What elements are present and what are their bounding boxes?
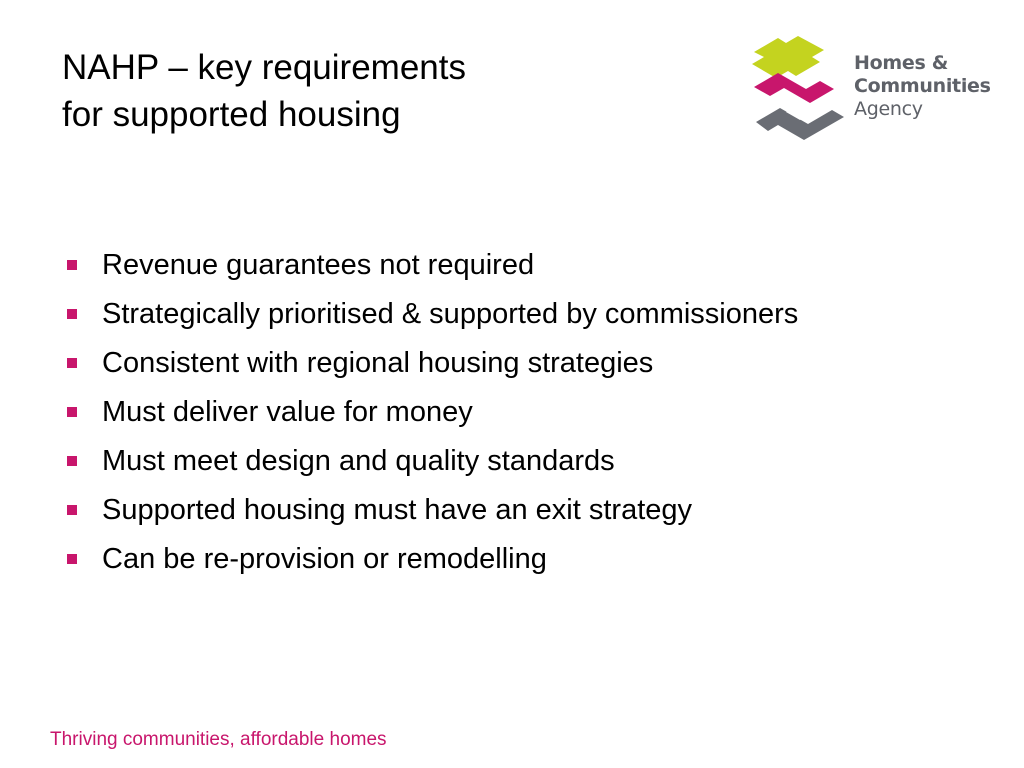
slide-title-line-2: for supported housing	[62, 95, 401, 134]
logo-text-line-3: Agency	[854, 98, 923, 120]
square-bullet-icon	[67, 456, 77, 466]
bullet-item	[64, 295, 824, 334]
bullet-item	[64, 540, 824, 579]
bullet-text: Supported housing must have an exit strategy	[102, 494, 693, 526]
logo-magenta-shape	[754, 73, 834, 103]
slide-title	[62, 44, 702, 138]
bullet-item	[64, 491, 824, 530]
bullet-text: Strategically prioritised & supported by commissioners	[102, 298, 799, 330]
square-bullet-icon	[67, 505, 77, 515]
bullet-text: Must meet design and quality standards	[102, 445, 615, 477]
bullet-text: Revenue guarantees not required	[102, 249, 535, 281]
homes-communities-agency-logo	[748, 30, 991, 148]
bullet-item	[64, 393, 824, 432]
square-bullet-icon	[67, 358, 77, 368]
logo-text-line-2: Communities	[854, 75, 991, 97]
bullet-text: Can be re-provision or remodelling	[102, 543, 547, 575]
bullet-item	[64, 442, 824, 481]
bullet-text: Consistent with regional housing strategies	[102, 347, 654, 379]
hca-logo-mark-icon	[748, 30, 848, 148]
square-bullet-icon	[67, 407, 77, 417]
square-bullet-icon	[67, 260, 77, 270]
logo-text-line-1: Homes &	[854, 52, 949, 74]
bullet-text: Must deliver value for money	[102, 396, 473, 428]
footer-tagline: Thriving communities, affordable homes	[50, 729, 387, 750]
square-bullet-icon	[67, 309, 77, 319]
square-bullet-icon	[67, 554, 77, 564]
logo-wordmark	[854, 52, 991, 121]
logo-green-shape	[752, 36, 824, 78]
slide-title-line-1: NAHP – key requirements	[62, 48, 466, 87]
bullet-item	[64, 246, 824, 285]
bullet-item	[64, 344, 824, 383]
bullet-list	[64, 246, 824, 589]
